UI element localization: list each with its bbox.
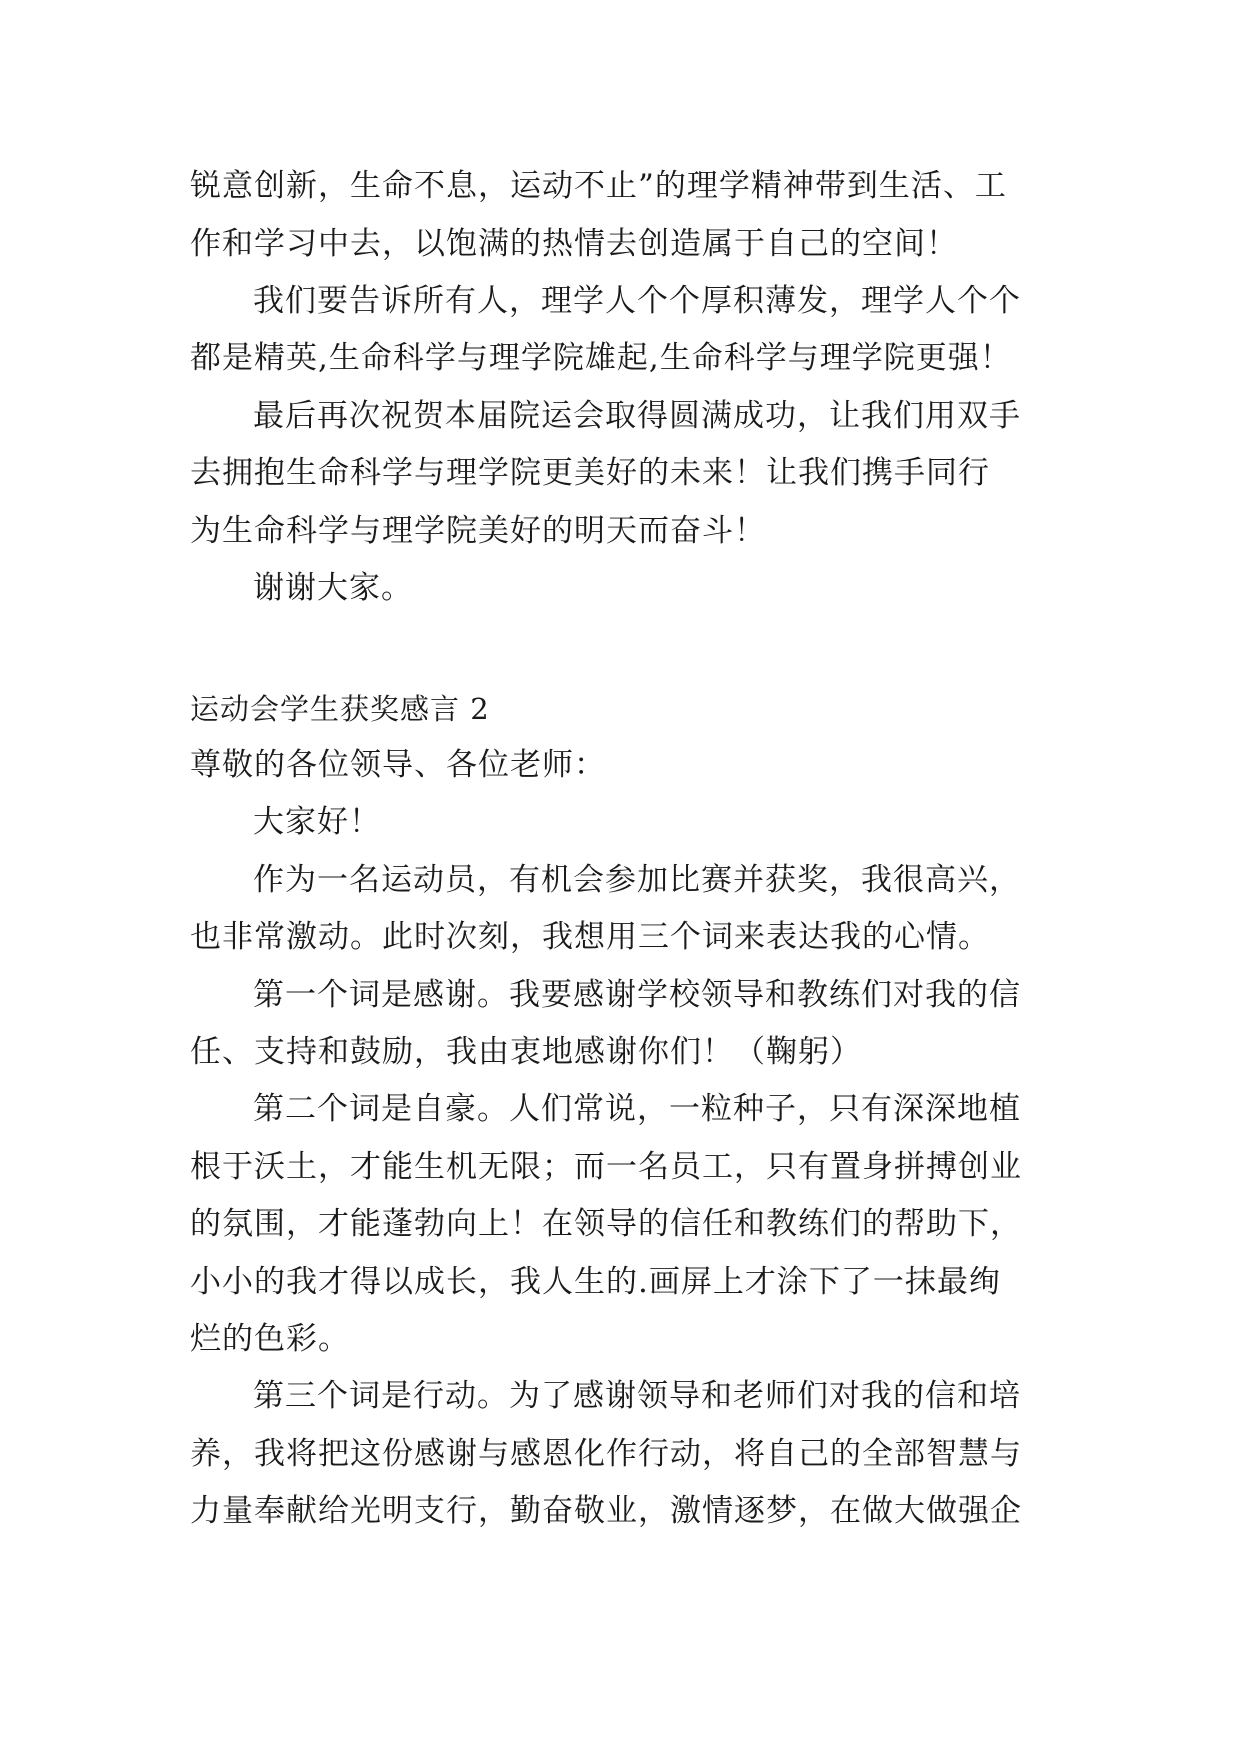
- paragraph-line: 的氛围，才能蓬勃向上！在领导的信任和教练们的帮助下，: [190, 1206, 1022, 1242]
- paragraph-line: 谢谢大家。: [253, 570, 413, 606]
- paragraph-line: 任、支持和鼓励，我由衷地感谢你们！（鞠躬）: [190, 1034, 862, 1070]
- paragraph-line: 最后再次祝贺本届院运会取得圆满成功，让我们用双手: [253, 398, 1021, 434]
- paragraph-line: 力量奉献给光明支行，勤奋敬业，激情逐梦，在做大做强企: [190, 1493, 1022, 1529]
- paragraph-line: 为生命科学与理学院美好的明天而奋斗！: [190, 513, 766, 549]
- paragraph-line: 第一个词是感谢。我要感谢学校领导和教练们对我的信: [253, 977, 1021, 1013]
- paragraph-line: 第三个词是行动。为了感谢领导和老师们对我的信和培: [253, 1378, 1021, 1414]
- salutation: 尊敬的各位领导、各位老师：: [190, 747, 606, 783]
- paragraph-line: 我们要告诉所有人，理学人个个厚积薄发，理学人个个: [253, 283, 1021, 319]
- paragraph-line: 也非常激动。此时次刻，我想用三个词来表达我的心情。: [190, 919, 990, 955]
- paragraph-line: 第二个词是自豪。人们常说，一粒种子，只有深深地植: [253, 1091, 1021, 1127]
- paragraph-line: 锐意创新，生命不息，运动不止”的理学精神带到生活、工: [190, 168, 1007, 204]
- paragraph-line: 作和学习中去，以饱满的热情去创造属于自己的空间！: [190, 226, 958, 262]
- paragraph-line: 养，我将把这份感谢与感恩化作行动，将自己的全部智慧与: [190, 1436, 1022, 1472]
- section-heading: 运动会学生获奖感言 2: [190, 692, 490, 726]
- paragraph-line: 作为一名运动员，有机会参加比赛并获奖，我很高兴，: [253, 862, 1021, 898]
- paragraph-line: 烂的色彩。: [190, 1321, 350, 1357]
- paragraph-line: 都是精英,生命科学与理学院雄起,生命科学与理学院更强！: [190, 340, 1012, 376]
- paragraph-line: 根于沃土，才能生机无限；而一名员工，只有置身拼搏创业: [190, 1149, 1022, 1185]
- paragraph-line: 小小的我才得以成长，我人生的.画屏上才涂下了一抹最绚: [190, 1264, 1001, 1300]
- greeting: 大家好！: [253, 804, 381, 840]
- paragraph-line: 去拥抱生命科学与理学院更美好的未来！让我们携手同行: [190, 455, 990, 491]
